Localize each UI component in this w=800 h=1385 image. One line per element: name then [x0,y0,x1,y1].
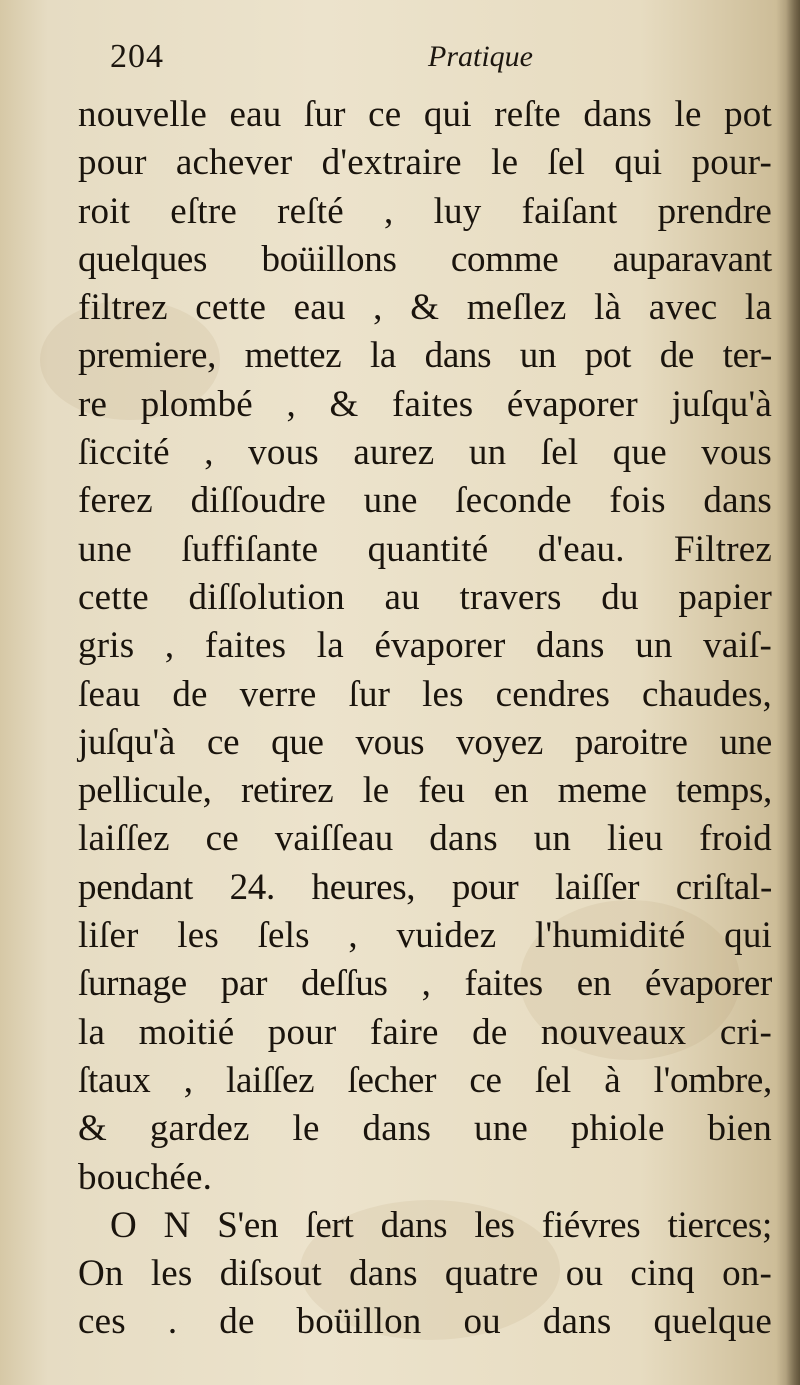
page-number: 204 [110,38,164,75]
text-line: juſqu'à ce que vous voyez paroitre une [78,721,772,763]
running-head: Pratique [428,40,533,73]
text-line: filtrez cette eau , & meſlez là avec la [78,287,772,329]
text-line: ſeau de verre ſur les cendres chaudes, [78,673,772,715]
body-text [78,91,772,1347]
text-line: & gardez le dans une phiole bien [78,1108,772,1150]
text-line: bouchée. [78,1156,213,1198]
text-line: On les diſsout dans quatre ou cinq on- [78,1253,772,1295]
text-line: pour achever d'extraire le ſel qui pour- [78,142,772,184]
text-line: re plombé , & faites évaporer juſqu'à [78,383,772,425]
text-line: gris , faites la évaporer dans un vaiſ- [78,625,772,667]
text-line: ſtaux , laiſſez ſecher ce ſel à l'ombre, [78,1059,772,1101]
text-line: pellicule, retirez le feu en meme temps, [78,770,772,812]
text-line: ferez diſſoudre une ſeconde fois dans [78,480,772,522]
text-line: la moitié pour faire de nouveaux cri- [78,1011,772,1053]
text-line: ſurnage par deſſus , faites en évaporer [78,963,772,1005]
text-line: roit eſtre reſté , luy faiſant prendre [78,190,772,232]
page-header [110,38,770,88]
text-line: ſiccité , vous aurez un ſel que vous [78,432,772,474]
text-line: quelques boüillons comme auparavant [78,238,772,280]
text-line: une ſuffiſante quantité d'eau. Filtrez [78,528,772,570]
text-line: nouvelle eau ſur ce qui reſte dans le pot [78,94,772,135]
text-line: laiſſez ce vaiſſeau dans un lieu froid [78,818,772,860]
text-line: liſer les ſels , vuidez l'humidité qui [78,915,772,957]
text-line: premiere, mettez la dans un pot de ter- [78,335,772,377]
text-line: cette diſſolution au travers du papier [78,576,772,618]
text-line: pendant 24. heures, pour laiſſer criſtal- [78,866,772,908]
page-edge-shadow [786,0,800,1385]
text-line: ces . de boüillon ou dans quelque [78,1301,772,1343]
text-line: O N S'en ſert dans les fiévres tierces; [110,1204,772,1246]
